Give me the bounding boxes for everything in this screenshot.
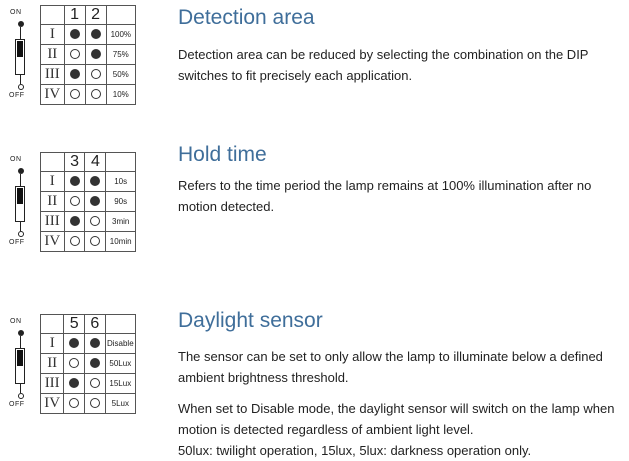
switch-off-dot-icon [91,89,101,99]
switch-on-dot-icon [69,378,79,388]
section-description-mode: When set to Disable mode, the daylight sensor will switch on the lamp when motion is detected regardless of ambient light level. [178,401,615,437]
table-row [41,192,136,212]
row-value: 90s [106,192,136,212]
switch-off-dot-icon [90,378,100,388]
table-row [41,334,136,354]
table-row [41,65,136,85]
arrow-line [20,174,21,186]
off-dot-icon [18,393,24,399]
dip-switch-diagram [4,152,136,249]
off-label: OFF [9,401,25,408]
switch-off-dot-icon [70,89,80,99]
row-numeral: III [41,212,65,232]
row-value: 50% [106,65,135,85]
row-numeral: III [41,65,65,85]
dip-switch-diagram [4,314,136,411]
arrow-line [20,27,21,39]
switch-on-dot-icon [90,196,100,206]
row-numeral: II [41,192,65,212]
row-value: 10% [106,85,135,105]
switch-on-dot-icon [91,49,101,59]
dip-table [40,314,136,414]
arrow-line [20,75,21,84]
switch-on-dot-icon [70,29,80,39]
row-numeral: II [41,354,64,374]
row-numeral: IV [41,394,64,414]
switch-on-dot-icon [69,338,79,348]
arrow-line [20,222,21,231]
column-header: 1 [64,6,85,25]
section-description: The sensor can be set to only allow the lamp to illuminate below a defined ambient brightness threshold. [178,349,603,385]
switch-on-dot-icon [70,216,80,226]
switch-knob [17,188,23,204]
row-numeral: III [41,374,64,394]
table-row [41,374,136,394]
on-dot-icon [18,330,24,336]
switch-body [15,348,25,384]
row-numeral: I [41,172,65,192]
section-title: Hold time [178,143,267,166]
switch-off-dot-icon [91,69,101,79]
off-label: OFF [9,92,25,99]
on-label: ON [10,9,22,16]
switch-knob [17,41,23,57]
table-row [41,85,136,105]
switch-off-dot-icon [90,216,100,226]
dip-switch-diagram [4,5,136,102]
switch-off-dot-icon [70,196,80,206]
row-value: 15Lux [105,374,135,394]
table-row [41,212,136,232]
on-label: ON [10,318,22,325]
dip-table [40,152,136,252]
switch-body [15,39,25,75]
row-value: 10s [106,172,136,192]
switch-off-dot-icon [90,398,100,408]
arrow-line [20,336,21,348]
dip-switch-icon [4,314,40,411]
switch-off-dot-icon [70,236,80,246]
row-value: 3min [106,212,136,232]
row-numeral: IV [41,232,65,252]
arrow-line [20,384,21,393]
row-value: 50Lux [105,354,135,374]
table-row [41,172,136,192]
switch-off-dot-icon [69,358,79,368]
off-label: OFF [9,239,25,246]
switch-off-dot-icon [69,398,79,408]
off-dot-icon [18,231,24,237]
on-label: ON [10,156,22,163]
switch-on-dot-icon [91,29,101,39]
switch-on-dot-icon [90,358,100,368]
row-numeral: IV [41,85,65,105]
switch-knob [17,350,23,366]
row-numeral: I [41,25,65,45]
switch-on-dot-icon [90,338,100,348]
column-header: 4 [85,153,106,172]
table-row [41,232,136,252]
switch-off-dot-icon [90,236,100,246]
row-numeral: II [41,45,65,65]
row-value: 10min [106,232,136,252]
switch-on-dot-icon [70,69,80,79]
section-description: Detection area can be reduced by selecting the combination on the DIP switches to fit precisely each application. [178,47,589,83]
column-header: 3 [64,153,85,172]
section-title: Detection area [178,6,315,29]
row-value: 5Lux [105,394,135,414]
row-value: 100% [106,25,135,45]
table-row [41,354,136,374]
dip-switch-icon [4,152,40,249]
row-numeral: I [41,334,64,354]
row-value: 75% [106,45,135,65]
switch-body [15,186,25,222]
off-dot-icon [18,84,24,90]
section-description-lux: 50lux: twilight operation, 15lux, 5lux: darkness operation only. [178,443,532,458]
switch-off-dot-icon [70,49,80,59]
switch-on-dot-icon [70,176,80,186]
column-header: 5 [64,315,85,334]
switch-on-dot-icon [90,176,100,186]
table-row [41,45,136,65]
table-row [41,25,136,45]
table-row [41,394,136,414]
section-description: Refers to the time period the lamp remains at 100% illumination after no motion detected. [178,178,592,214]
column-header: 6 [85,315,106,334]
section-title: Daylight sensor [178,309,323,332]
row-value: Disable [105,334,135,354]
dip-table [40,5,136,105]
column-header: 2 [85,6,106,25]
on-dot-icon [18,168,24,174]
on-dot-icon [18,21,24,27]
dip-switch-icon [4,5,40,102]
